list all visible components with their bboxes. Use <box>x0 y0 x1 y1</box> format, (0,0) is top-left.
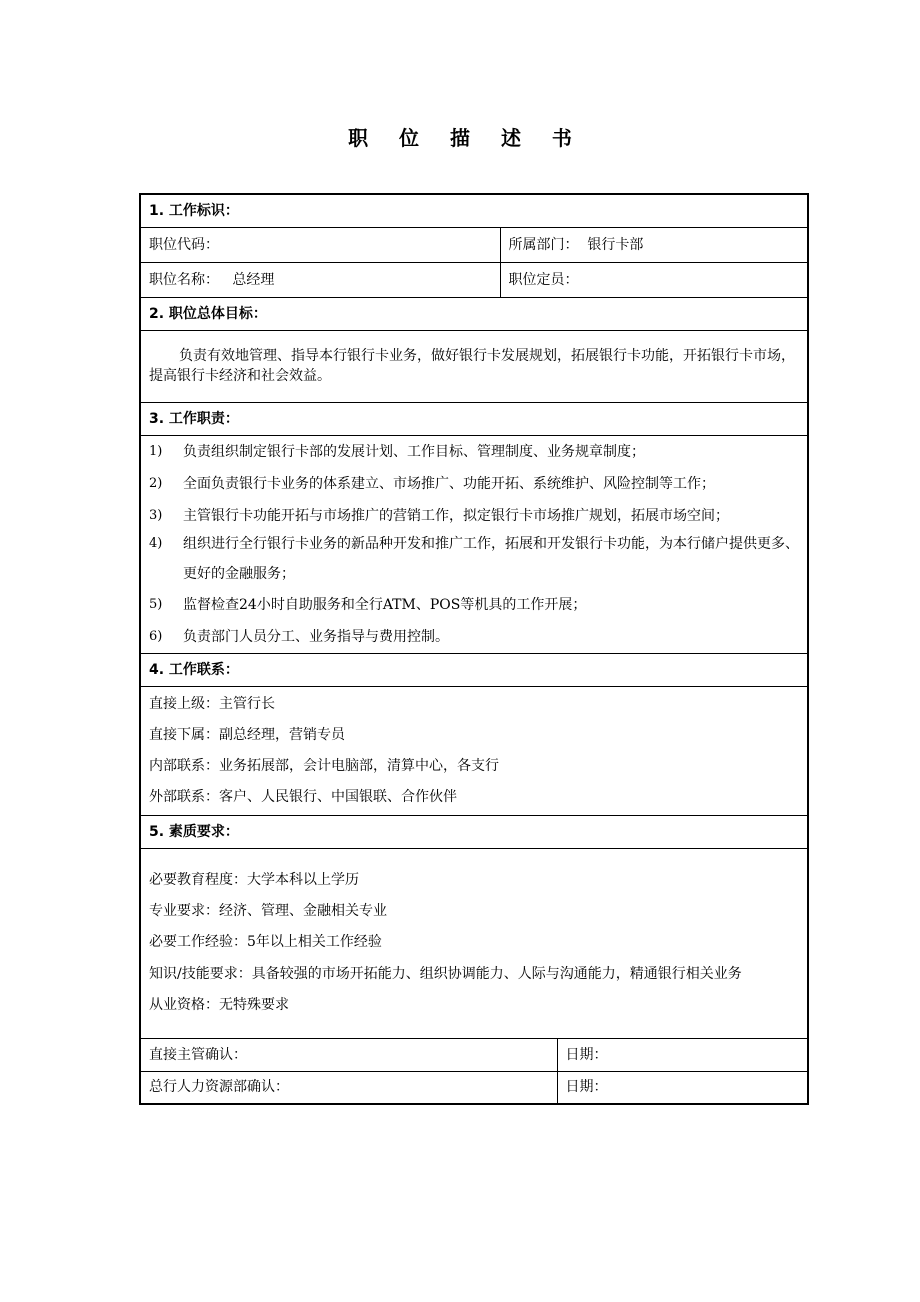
duty-item <box>149 589 799 621</box>
duty-item <box>149 468 799 500</box>
relation-line: 内部联系：业务拓展部，会计电脑部，清算中心，各支行 <box>149 757 499 774</box>
relation-line: 直接上级：主管行长 <box>149 695 275 712</box>
department-label: 所属部门： <box>508 236 579 253</box>
requirement-line: 必要工作经验：5年以上相关工作经验 <box>149 934 382 950</box>
section3-header-row <box>140 402 808 435</box>
section2-header: 2. 职位总体目标： <box>140 297 808 330</box>
section4-header: 4. 工作联系： <box>140 653 808 686</box>
duty-text: 监督检查24小时自助服务和全行ATM、POS等机具的工作开展； <box>183 596 587 613</box>
hr-date-cell: 日期： <box>557 1071 808 1104</box>
department-value: 银行卡部 <box>587 236 644 253</box>
section1-header-row <box>140 194 808 227</box>
requirement-line: 必要教育程度：大学本科以上学历 <box>149 872 359 888</box>
section3-header: 3. 工作职责： <box>140 402 808 435</box>
position-code-row <box>140 227 808 262</box>
section2-header-row <box>140 297 808 330</box>
duty-number: 5) <box>149 596 163 612</box>
overall-goal-text: 负责有效地管理、指导本行银行卡业务，做好银行卡发展规划，拓展银行卡功能，开拓银行卡市场，提高银行卡经济和社会效益。 <box>149 348 795 384</box>
section2-body-row <box>140 330 808 402</box>
duties-cell <box>140 435 808 653</box>
duty-number: 1) <box>149 443 163 459</box>
section5-header-row <box>140 815 808 848</box>
position-name-row <box>140 262 808 297</box>
document-title: 职 位 描 述 书 <box>348 126 584 150</box>
requirement-line: 专业要求：经济、管理、金融相关专业 <box>149 903 387 919</box>
position-name-label: 职位名称： <box>149 271 219 288</box>
hr-confirm-cell: 总行人力资源部确认： <box>140 1071 557 1104</box>
hr-confirm-row <box>140 1071 808 1104</box>
position-name-value: 总经理 <box>232 271 275 288</box>
duty-item <box>149 621 799 653</box>
overall-goal-cell <box>140 330 808 402</box>
requirements-cell <box>140 848 808 1038</box>
section1-header: 1. 工作标识： <box>140 194 808 227</box>
department-cell <box>500 227 808 262</box>
relation-line: 外部联系：客户、人民银行、中国银联、合作伙伴 <box>149 788 457 805</box>
duty-number: 6) <box>149 628 163 644</box>
supervisor-confirm-cell: 直接主管确认： <box>140 1038 557 1071</box>
position-name-cell <box>140 262 500 297</box>
section5-header: 5. 素质要求： <box>140 815 808 848</box>
relation-line: 直接下属：副总经理，营销专员 <box>149 726 345 743</box>
section4-header-row <box>140 653 808 686</box>
headcount-label: 职位定员： <box>508 271 579 288</box>
requirement-line: 从业资格：无特殊要求 <box>149 997 289 1013</box>
relations-cell <box>140 686 808 815</box>
duty-item <box>149 436 799 468</box>
duty-number: 2) <box>149 475 163 491</box>
section3-body-row <box>140 435 808 653</box>
duty-number: 4) <box>149 535 163 551</box>
duty-text: 组织进行全行银行卡业务的新品种开发和推广工作，拓展和开发银行卡功能，为本行储户提供更多、更好的金融服务； <box>183 535 799 582</box>
section5-body-row <box>140 848 808 1038</box>
duty-item <box>149 500 799 529</box>
position-code-label: 职位代码： <box>149 236 219 253</box>
section4-body-row <box>140 686 808 815</box>
duty-text: 全面负责银行卡业务的体系建立、市场推广、功能开拓、系统维护、风险控制等工作； <box>183 475 715 492</box>
position-code-cell <box>140 227 500 262</box>
duty-item <box>149 529 799 589</box>
headcount-cell <box>500 262 808 297</box>
supervisor-confirm-row <box>140 1038 808 1071</box>
job-description-table <box>139 193 809 1105</box>
requirement-line: 知识/技能要求：具备较强的市场开拓能力、组织协调能力、人际与沟通能力，精通银行相关业务 <box>149 966 742 982</box>
duty-number: 3) <box>149 507 163 523</box>
duty-text: 负责部门人员分工、业务指导与费用控制。 <box>183 628 449 645</box>
supervisor-date-cell: 日期： <box>557 1038 808 1071</box>
duty-text: 负责组织制定银行卡部的发展计划、工作目标、管理制度、业务规章制度； <box>183 443 645 460</box>
duty-text: 主管银行卡功能开拓与市场推广的营销工作，拟定银行卡市场推广规划，拓展市场空间； <box>183 507 729 524</box>
